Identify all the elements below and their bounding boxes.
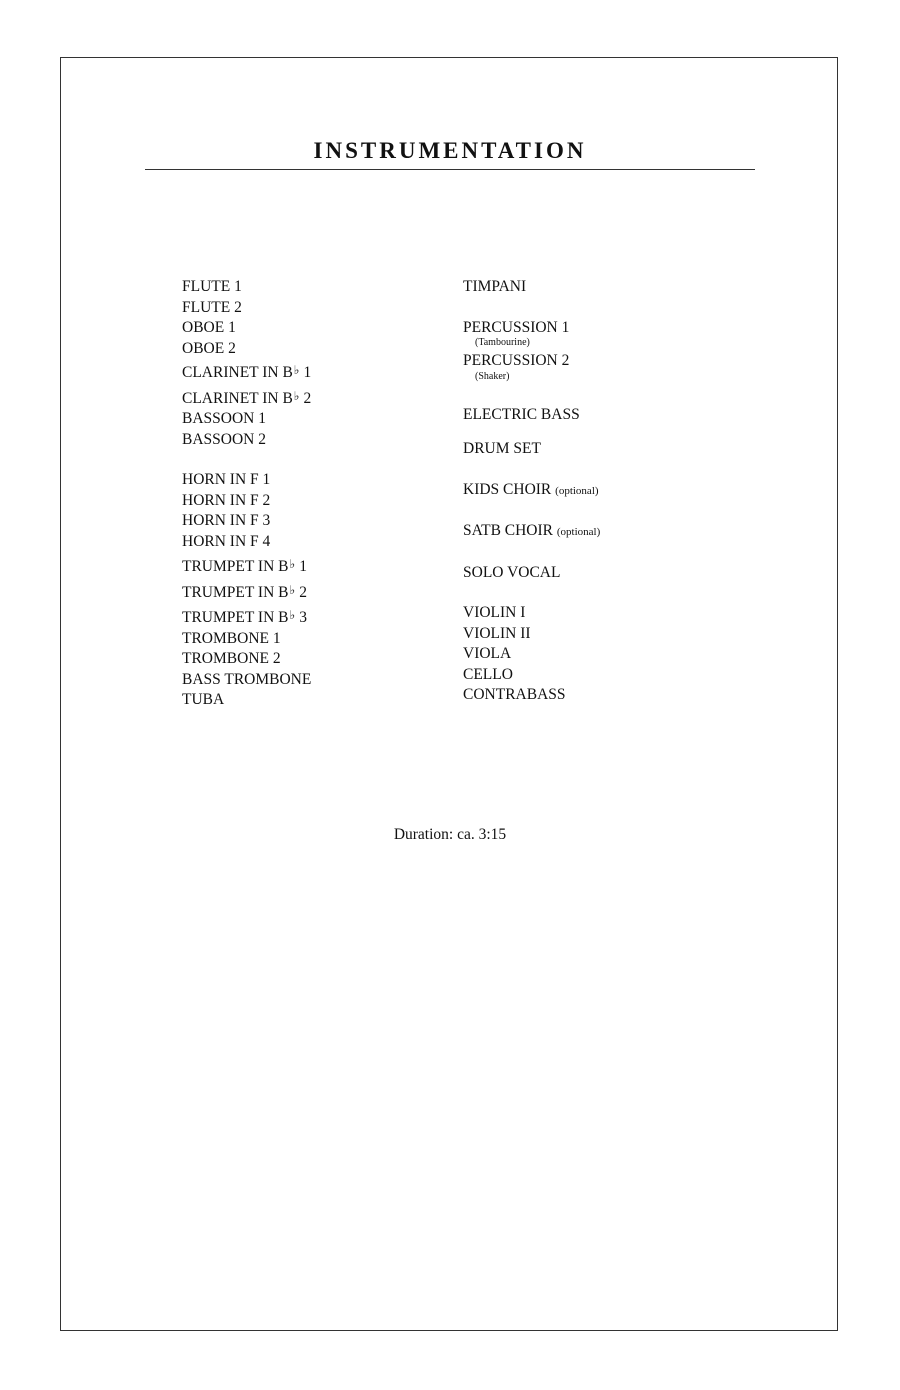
section-gap (463, 460, 763, 480)
instrument-percussion-1: PERCUSSION 1 (463, 318, 570, 336)
instrument-flute-2: FLUTE 2 (182, 298, 242, 316)
percussion-1-note: (Tambourine) (475, 337, 530, 348)
instrument-violin-1: VIOLIN I (463, 604, 526, 621)
instrument-trumpet-3: TRUMPET IN B♭ 3 (182, 605, 442, 629)
flat-sign-icon: ♭ (289, 608, 296, 622)
section-gap (463, 385, 763, 405)
percussion-vocal-strings-list (463, 277, 763, 706)
flat-sign-icon: ♭ (293, 388, 300, 403)
section-gap (182, 450, 442, 470)
instrument-tuba: TUBA (182, 691, 225, 708)
instrument-viola: VIOLA (463, 645, 512, 662)
instrument-trumpet-2: TRUMPET IN B♭ 2 (182, 580, 442, 604)
instrument-timpani: TIMPANI (463, 278, 527, 295)
instrument-trumpet-1: TRUMPET IN B♭ 1 (182, 554, 442, 578)
instrument-kids-choir: KIDS CHOIR (optional) (463, 480, 599, 498)
section-gap (463, 298, 763, 318)
woodwind-brass-list (182, 277, 442, 711)
instrument-bassoon-2: BASSOON 2 (182, 430, 266, 448)
title-underline (145, 169, 755, 170)
instrument-solo-vocal: SOLO VOCAL (463, 563, 561, 581)
flat-sign-icon: ♭ (293, 363, 300, 377)
section-gap (463, 543, 763, 563)
instrument-trombone-2: TROMBONE 2 (182, 650, 281, 667)
duration-text: Duration: ca. 3:15 (393, 826, 507, 843)
instrument-clarinet-2: CLARINET IN B♭ 2 (182, 386, 442, 410)
page-title: INSTRUMENTATION (313, 138, 587, 163)
kids-choir-note: (optional) (555, 484, 599, 497)
instrument-drum-set: DRUM SET (463, 440, 541, 457)
section-gap (463, 501, 763, 521)
instrument-bassoon-1: BASSOON 1 (182, 410, 266, 427)
instrument-electric-bass: ELECTRIC BASS (463, 405, 580, 423)
instrument-horn-1: HORN IN F 1 (182, 471, 271, 488)
percussion-2-note: (Shaker) (475, 370, 510, 382)
instrument-satb-choir: SATB CHOIR (optional) (463, 522, 601, 539)
instrument-horn-4: HORN IN F 4 (182, 532, 271, 550)
flat-sign-icon: ♭ (289, 582, 296, 597)
satb-choir-note: (optional) (556, 526, 601, 538)
instrument-flute-1: FLUTE 1 (182, 278, 242, 295)
instrument-clarinet-1: CLARINET IN B♭ 1 (182, 360, 442, 384)
section-gap (463, 425, 763, 439)
instrument-oboe-1: OBOE 1 (182, 319, 236, 336)
instrument-oboe-2: OBOE 2 (182, 339, 236, 357)
flat-sign-icon: ♭ (289, 557, 296, 571)
instrument-horn-2: HORN IN F 2 (182, 491, 271, 509)
instrument-contrabass: CONTRABASS (463, 686, 566, 703)
instrument-percussion-2: PERCUSSION 2 (463, 352, 570, 369)
instrument-violin-2: VIOLIN II (463, 624, 531, 642)
section-gap (463, 583, 763, 603)
instrument-horn-3: HORN IN F 3 (182, 512, 271, 529)
instrument-trombone-1: TROMBONE 1 (182, 629, 281, 647)
instrument-bass-trombone: BASS TROMBONE (182, 670, 312, 688)
instrument-cello: CELLO (463, 665, 513, 683)
